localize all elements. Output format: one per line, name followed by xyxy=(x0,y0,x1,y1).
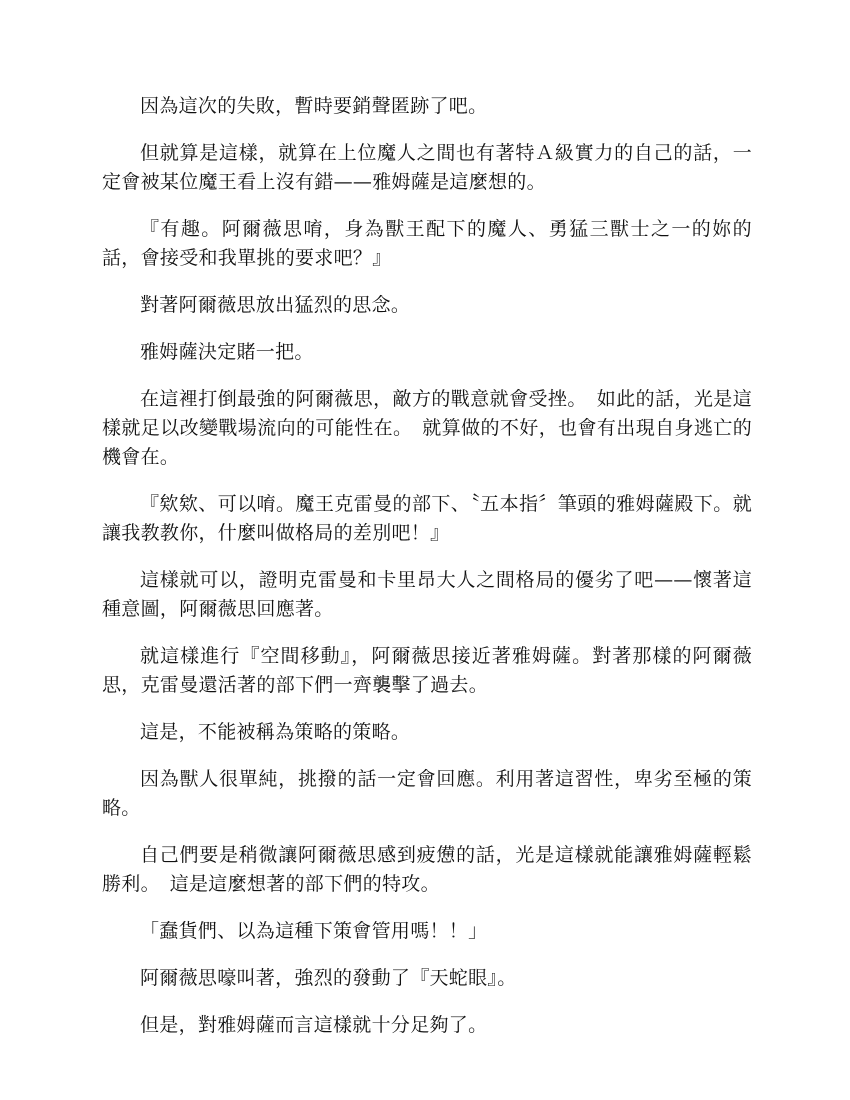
paragraph: 對著阿爾薇思放出猛烈的思念。 xyxy=(140,294,411,316)
paragraph: 自己們要是稍微讓阿爾薇思感到疲憊的話，光是這樣就能讓雅姆薩輕鬆勝利。 這是這麼想著的部下們的特攻。 xyxy=(102,844,752,895)
body-text xyxy=(102,92,752,1058)
paragraph: 因為這次的失敗，暫時要銷聲匿跡了吧。 xyxy=(140,95,488,117)
paragraph: 就這樣進行『空間移動』，阿爾薇思接近著雅姆薩。對著那樣的阿爾薇思，克雷曼還活著的部下們一齊襲擊了過去。 xyxy=(102,645,752,696)
paragraph: 但是，對雅姆薩而言這樣就十分足夠了。 xyxy=(140,1014,488,1036)
paragraph: 阿爾薇思嚎叫著，強烈的發動了『天蛇眼』。 xyxy=(140,967,517,989)
paragraph: 「蠢貨們、以為這種下策會管用嗎！！」 xyxy=(140,920,488,942)
paragraph: 這是，不能被稱為策略的策略。 xyxy=(140,721,411,743)
paragraph: 但就算是這樣，就算在上位魔人之間也有著特Ａ級實力的自己的話，一定會被某位魔王看上沒有錯——雅姆薩是這麼想的。 xyxy=(102,142,752,193)
paragraph: 『有趣。阿爾薇思唷，身為獸王配下的魔人、勇猛三獸士之一的妳的話，會接受和我單挑的要求吧？』 xyxy=(102,218,752,269)
paragraph: 這樣就可以，證明克雷曼和卡里昂大人之間格局的優劣了吧——懷著這種意圖，阿爾薇思回應著。 xyxy=(102,569,752,620)
paragraph: 在這裡打倒最強的阿爾薇思，敵方的戰意就會受挫。 如此的話，光是這樣就足以改變戰場流向的可能性在。 就算做的不好，也會有出現自身逃亡的機會在。 xyxy=(102,388,752,468)
paragraph: 『欸欸、可以唷。魔王克雷曼的部下、〝五本指〞筆頭的雅姆薩殿下。就讓我教教你，什麼叫做格局的差別吧！』 xyxy=(102,493,752,544)
paragraph: 雅姆薩決定賭一把。 xyxy=(140,341,314,363)
paragraph: 因為獸人很單純，挑撥的話一定會回應。利用著這習性，卑劣至極的策略。 xyxy=(102,768,752,819)
